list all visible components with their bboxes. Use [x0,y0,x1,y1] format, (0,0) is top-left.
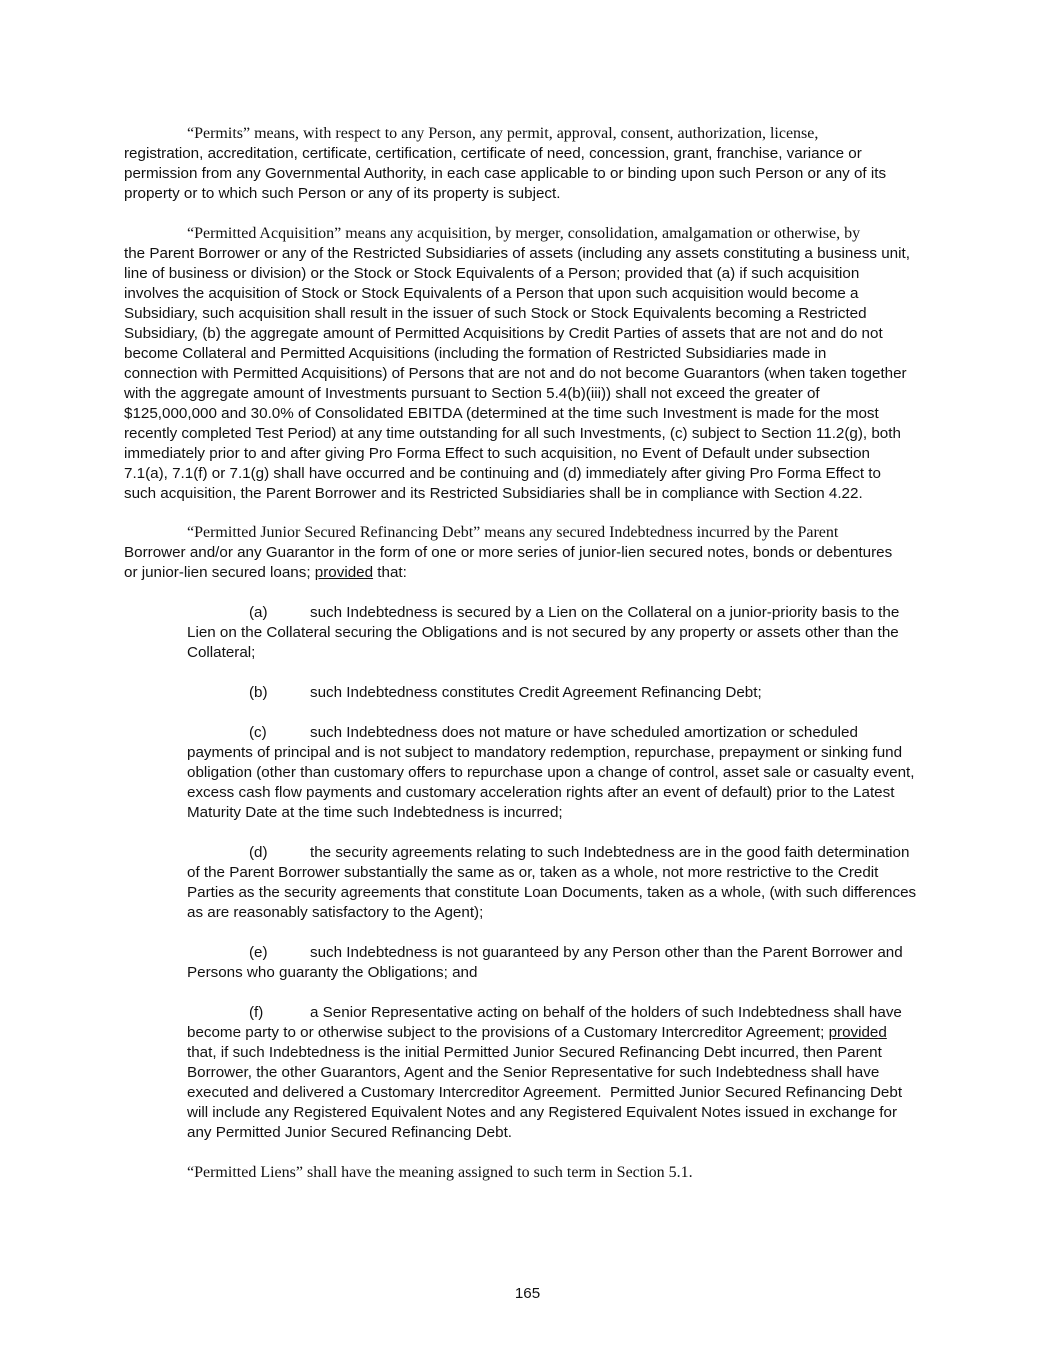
provided-term: provided [828,1024,887,1041]
provided-term: provided [314,564,374,581]
definition-line: permission from any Governmental Authority, in each case applicable to or binding upon such Person or any of its [124,165,887,182]
clause-line: Persons who guaranty the Obligations; and [187,964,478,981]
definition-line: property or to which such Person or any of its property is subject. [124,185,561,202]
clause-d [187,843,937,923]
definition-permitted-junior-secured-refinancing-debt [124,523,932,583]
clause-text: such Indebtedness is not guaranteed by any Person other than the Parent Borrower and [310,944,903,961]
clause-tag: (b) [249,684,268,701]
clause-e [187,943,937,983]
clause-line: that, if such Indebtedness is the initial Permitted Junior Secured Refinancing Debt incurred, then Parent [187,1044,882,1061]
clause-line: excess cash flow payments and customary acceleration rights after an event of default) prior to the Latest [187,784,895,801]
clause-f [187,1003,937,1143]
definition-line: Borrower and/or any Guarantor in the form of one or more series of junior-lien secured notes, bonds or debentures [124,544,893,561]
clause-b [187,683,937,703]
clause-first-line [187,943,937,963]
clause-first-line [187,843,937,863]
clause-text: such Indebtedness constitutes Credit Agreement Refinancing Debt; [310,684,762,701]
definition-line: connection with Permitted Acquisitions) of Persons that are not and do not become Guarantors (when taken together [124,365,907,382]
definition-line: involves the acquisition of Stock or Stock Equivalents of a Person that upon such acquisition would become a [124,285,859,302]
clause-text: such Indebtedness does not mature or have scheduled amortization or scheduled [310,724,858,741]
clause-tag: (e) [249,944,268,961]
definition-line: become Collateral and Permitted Acquisitions (including the formation of Restricted Subsidiaries made in [124,345,827,362]
clause-tag: (d) [249,844,268,861]
definition-line: line of business or division) or the Stock or Stock Equivalents of a Person; provided that (a) if such acquisition [124,265,860,282]
definition-line: “Permitted Junior Secured Refinancing Debt” means any secured Indebtedness incurred by the Parent [187,524,839,541]
text-run: become party to or otherwise subject to the provisions of a Customary Intercreditor Agreement; [187,1024,829,1041]
clause-text: the security agreements relating to such Indebtedness are in the good faith determination [310,844,910,861]
clause-tag: (f) [249,1004,264,1021]
definition-line [124,563,932,583]
clause-line: obligation (other than customary offers to repurchase upon a change of control, asset sale or casualty event, [187,764,915,781]
definition-line: Subsidiary, (b) the aggregate amount of Permitted Acquisitions by Credit Parties of assets that are not and do not [124,325,883,342]
definition-line: immediately prior to and after giving Pro Forma Effect to such acquisition, no Event of Default under subsection [124,445,870,462]
clause-first-line [187,723,937,743]
definition-permitted-liens [187,1163,937,1183]
definition-line: “Permitted Liens” shall have the meaning assigned to such term in Section 5.1. [187,1164,693,1181]
definition-line: recently completed Test Period) at any time outstanding for all such Investments, (c) subject to Section 11.2(g), both [124,425,901,442]
clause-first-line [187,1003,937,1023]
clause-c [187,723,937,823]
text-run: or junior-lien secured loans; [124,564,315,581]
clause-line: Borrower, the other Guarantors, Agent and the Senior Representative for such Indebtedness shall have [187,1064,880,1081]
clause-line: any Permitted Junior Secured Refinancing Debt. [187,1124,513,1141]
clause-line: Maturity Date at the time such Indebtedness is incurred; [187,804,563,821]
clause-text: a Senior Representative acting on behalf of the holders of such Indebtedness shall have [310,1004,902,1021]
definition-line: the Parent Borrower or any of the Restricted Subsidiaries of assets (including any assets constituting a business unit, [124,245,910,262]
definition-line: $125,000,000 and 30.0% of Consolidated EBITDA (determined at the time such Investment is made for the most [124,405,879,422]
definition-line: with the aggregate amount of Investments pursuant to Section 5.4(b)(iii)) shall not exceed the greater of [124,385,820,402]
clause-line: will include any Registered Equivalent Notes and any Registered Equivalent Notes issued in exchange for [187,1104,898,1121]
definition-permitted-acquisition [124,224,932,504]
clause-line: of the Parent Borrower substantially the same as or, taken as a whole, not more restrictive to the Credit [187,864,879,881]
definition-line: 7.1(a), 7.1(f) or 7.1(g) shall have occurred and be continuing and (d) immediately after giving Pro Forma Effect to [124,465,881,482]
clause-line: executed and delivered a Customary Intercreditor Agreement. Permitted Junior Secured Refinancing Debt [187,1084,903,1101]
definition-line: registration, accreditation, certificate, certification, certificate of need, concession, grant, franchise, variance or [124,145,862,162]
clause-line: as are reasonably satisfactory to the Agent); [187,904,484,921]
clause-line: payments of principal and is not subject to mandatory redemption, repurchase, prepayment or sinking fund [187,744,903,761]
definition-line: Subsidiary, such acquisition shall result in the issuer of such Stock or Stock Equivalents becoming a Restricted [124,305,867,322]
clause-line: Lien on the Collateral securing the Obligations and is not secured by any property or assets other than the [187,624,899,641]
definition-line: “Permitted Acquisition” means any acquisition, by merger, consolidation, amalgamation or otherwise, by [187,225,861,242]
clause-first-line [187,683,937,703]
definition-line: such acquisition, the Parent Borrower and its Restricted Subsidiaries shall be in compliance with Section 4.22. [124,485,863,502]
clause-a [187,603,937,663]
clause-text: such Indebtedness is secured by a Lien on the Collateral on a junior-priority basis to the [310,604,900,621]
page-number: 165 [514,1285,541,1302]
clause-tag: (a) [249,604,268,621]
clause-line: Parties as the security agreements that constitute Loan Documents, taken as a whole, (with such differences [187,884,917,901]
clause-first-line [187,603,937,623]
clause-line [187,1023,937,1043]
definition-line: “Permits” means, with respect to any Person, any permit, approval, consent, authorization, license, [187,125,819,142]
clause-tag: (c) [249,724,267,741]
clause-line: Collateral; [187,644,256,661]
text-run: that: [373,564,407,581]
definition-permits [124,124,932,204]
